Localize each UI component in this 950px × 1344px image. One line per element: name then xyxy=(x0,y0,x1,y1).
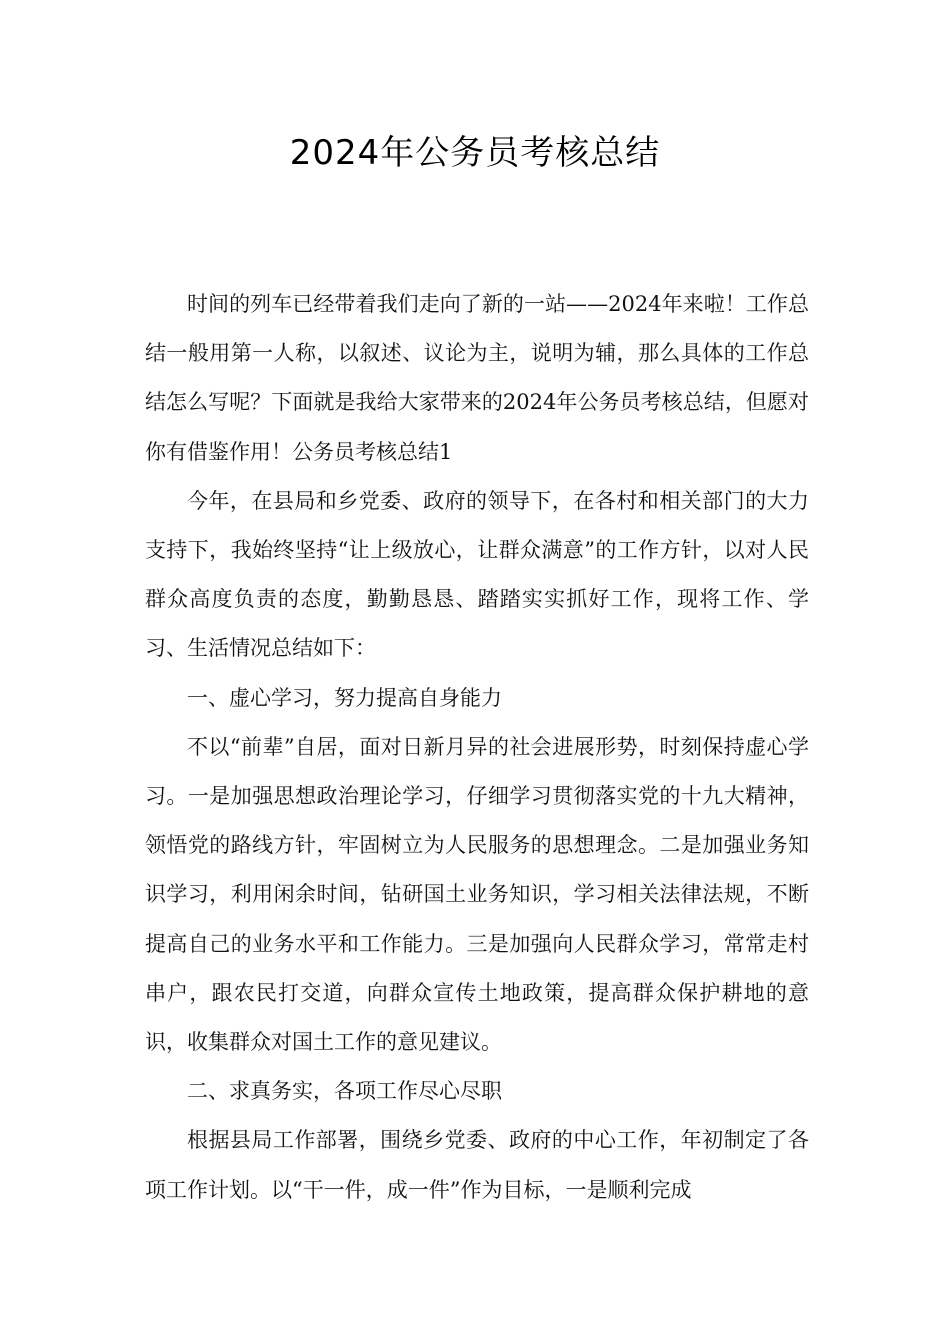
paragraph-overview: 今年，在县局和乡党委、政府的领导下，在各村和相关部门的大力支持下，我始终坚持“让上级放心，让群众满意”的工作方针，以对人民群众高度负责的态度，勤勤恳恳、踏踏实实抓好工作，现将工作、学习、生活情况总结如下： xyxy=(145,488,809,661)
document-title: 2024年公务员考核总结 xyxy=(289,133,661,173)
document-body xyxy=(145,280,809,1215)
paragraph-intro: 时间的列车已经带着我们走向了新的一站——2024年来啦！工作总结一般用第一人称，以叙述、议论为主，说明为辅，那么具体的工作总结怎么写呢？下面就是我给大家带来的2024年公务员考核总结，但愿对你有借鉴作用！公务员考核总结1 xyxy=(145,292,809,464)
paragraph-study: 不以“前辈”自居，面对日新月异的社会进展形势，时刻保持虚心学习。一是加强思想政治理论学习，仔细学习贯彻落实党的十九大精神，领悟党的路线方针，牢固树立为人民服务的思想理念。二是加强业务知识学习，利用闲余时间，钻研国土业务知识，学习相关法律法规，不断提高自己的业务水平和工作能力。三是加强向人民群众学习，常常走村串户，跟农民打交道，向群众宣传土地政策，提高群众保护耕地的意识，收集群众对国土工作的意见建议。 xyxy=(145,734,809,1055)
paragraph-work: 根据县局工作部署，围绕乡党委、政府的中心工作，年初制定了各项工作计划。以“干一件，成一件”作为目标，一是顺利完成 xyxy=(145,1128,809,1202)
section-heading-1: 一、虚心学习，努力提高自身能力 xyxy=(187,685,502,710)
section-heading-2: 二、求真务实，各项工作尽心尽职 xyxy=(187,1079,502,1104)
